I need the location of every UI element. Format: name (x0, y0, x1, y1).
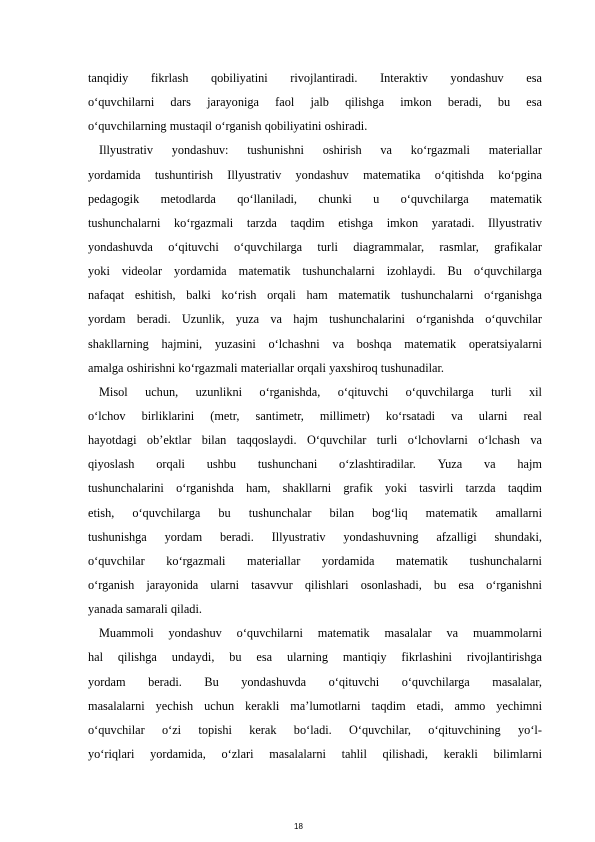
word: o‘quvchilarga (405, 384, 474, 399)
word: o‘rganish (88, 577, 135, 592)
word: matematika (363, 167, 421, 182)
word: samarali (126, 602, 168, 617)
word: taqqoslaydi. (236, 433, 297, 448)
word: o‘quvchilarni (236, 626, 303, 641)
word: tushunadilar. (380, 360, 444, 375)
word: orqali (267, 288, 296, 303)
word: o‘lchov (88, 408, 126, 423)
word: o‘qitishda (434, 167, 484, 182)
word: metodlarda (160, 191, 216, 206)
word: Interaktiv (380, 71, 428, 85)
word: o‘quvchilarni (88, 95, 155, 110)
word: oshirishni (126, 360, 176, 375)
word: hajmini, (161, 336, 203, 351)
word: tarzda (246, 215, 277, 230)
word: tanqidiy (88, 71, 129, 85)
word: O‘quvchilar (306, 433, 367, 448)
word: yondashuv (295, 167, 349, 182)
word: masalalarni (88, 698, 145, 713)
word: etishga (338, 215, 374, 230)
text-line (88, 163, 542, 187)
word: taqdim (290, 215, 325, 230)
word: imkon (386, 215, 419, 230)
word: afzalligi (436, 529, 477, 544)
text-line (88, 356, 542, 380)
word: yuza (235, 312, 260, 327)
word: ham (306, 288, 328, 303)
word: yondashuvda (88, 239, 153, 254)
word: rivojlantirishga (466, 650, 542, 665)
word: o‘qituvchi (337, 384, 389, 399)
word: matematik (338, 288, 391, 303)
word: izohlaydi. (386, 264, 436, 279)
word: ularning (286, 650, 328, 665)
word: santimetr, (255, 408, 304, 423)
word: tarzda (465, 481, 496, 496)
word: eshitish, (134, 288, 176, 303)
word: oshirish (322, 143, 362, 158)
word: masalalar (384, 626, 432, 641)
word: fikrlashini (401, 650, 452, 665)
word: qilishlari (304, 577, 349, 592)
word: matematik (425, 505, 478, 520)
word: ko‘rgazmali (166, 553, 226, 568)
word: bog‘liq (372, 505, 408, 520)
text-line (88, 90, 542, 114)
text-line (88, 573, 542, 597)
word: matematik (238, 264, 291, 279)
text-line (88, 380, 542, 404)
word: tushuntirish (154, 167, 213, 182)
word: Illyustrativ (99, 143, 153, 158)
text-line (88, 259, 542, 283)
word: o‘quvchilar (88, 722, 145, 737)
word: etadi, (416, 698, 444, 713)
word: jarayoniga (207, 95, 259, 110)
text-line (88, 307, 542, 331)
text-line (88, 283, 542, 307)
word: tushunishni (247, 143, 304, 158)
word: o‘rganishga (484, 288, 542, 303)
text-line (88, 621, 542, 645)
word: taqdim (507, 481, 542, 496)
word: qiladi. (170, 602, 202, 617)
word: grafik (343, 481, 373, 496)
text-line (88, 211, 542, 235)
word: Bu (447, 264, 462, 279)
word: bu (497, 95, 511, 110)
word: yondashuv: (171, 143, 229, 158)
word: tasvirli (419, 481, 454, 496)
word: masalalarni (269, 746, 326, 761)
text-line (88, 645, 542, 669)
word: tushunishga (88, 529, 147, 544)
word: uchun, (145, 384, 179, 399)
word: jalb (310, 95, 329, 110)
text-line (88, 670, 542, 694)
text-line (88, 452, 542, 476)
word: matematik (317, 626, 370, 641)
word: masalalar, (492, 674, 542, 689)
word: o‘zi (161, 722, 182, 737)
word: yordam (88, 674, 126, 689)
text-line (88, 597, 542, 621)
word: yondashuvning (343, 529, 419, 544)
word: o‘quvchilar (485, 312, 542, 327)
word: yo‘l- (518, 722, 542, 737)
word: (metr, (210, 408, 240, 423)
word: kerakli (443, 746, 478, 761)
word: tushunchalarni (469, 553, 542, 568)
word: va (530, 433, 542, 448)
word: ko‘pgina (498, 167, 542, 182)
word: esa (526, 71, 542, 85)
word: yo‘riqlari (88, 746, 135, 761)
document-body (88, 66, 542, 766)
word: ammo (454, 698, 486, 713)
word: operatsiyalarni (468, 336, 542, 351)
word: o‘qituvchi (168, 239, 219, 254)
word: yaratadi. (431, 215, 475, 230)
word: yordamida (174, 264, 227, 279)
word: Muammoli (99, 626, 154, 641)
word: amalga (88, 360, 124, 375)
word: o‘rganishda, (259, 384, 321, 399)
word: matematik (396, 553, 448, 568)
word: yordam (164, 529, 203, 544)
word: etish, (88, 505, 115, 520)
word: dars (170, 95, 191, 110)
word: topishi (198, 722, 232, 737)
word: o‘lchovlarni (407, 433, 468, 448)
word: shakllarni (282, 481, 332, 496)
word: esa (526, 95, 542, 110)
word: bilan (329, 505, 355, 520)
word: yoki (385, 481, 407, 496)
word: rivojlantiradi. (290, 71, 358, 85)
word: beradi. (136, 312, 171, 327)
text-line (88, 332, 542, 356)
word: turli (376, 433, 398, 448)
word: faol (275, 95, 295, 110)
word: yondashuv (168, 626, 222, 641)
word: turli (317, 239, 338, 254)
word: tushunchalarini (329, 312, 405, 327)
word: birliklarini (141, 408, 195, 423)
word: uchun (204, 698, 235, 713)
word: millimetr) (319, 408, 370, 423)
word: nafaqat (88, 288, 125, 303)
word: matematik (404, 336, 457, 351)
word: o‘quvchilar (88, 553, 145, 568)
word: o‘quvchilarning (88, 119, 167, 134)
word: yordam (88, 312, 126, 327)
word: qilishga (345, 95, 385, 110)
word: yuzasini (214, 336, 256, 351)
word: yoki (88, 264, 110, 279)
word: o‘zlari (221, 746, 254, 761)
word: ma’lumotlarni (290, 698, 361, 713)
word: rasmlar, (439, 239, 479, 254)
text-line (88, 476, 542, 500)
word: imkon (400, 95, 432, 110)
word: ko‘rsatadi (385, 408, 436, 423)
word: kerak (249, 722, 277, 737)
word: u (373, 191, 380, 206)
word: o‘zlashtiradilar. (339, 457, 416, 472)
word: oshiradi. (324, 119, 368, 134)
word: xil (528, 384, 542, 399)
word: O‘quvchilar, (349, 722, 411, 737)
word: balki (186, 288, 211, 303)
text-line (88, 404, 542, 428)
word: beradi, (447, 95, 482, 110)
word: bu (433, 577, 447, 592)
word: qo‘llaniladi, (237, 191, 297, 206)
word: o‘quvchilarga (473, 264, 542, 279)
word: jarayonida (146, 577, 199, 592)
word: hayotdagi (88, 433, 137, 448)
word: hal (88, 650, 104, 665)
word: grafikalar (494, 239, 542, 254)
word: o‘quvchilarga (400, 191, 469, 206)
word: va (446, 626, 459, 641)
word: osonlashadi, (360, 577, 422, 592)
word: qilishadi, (382, 746, 428, 761)
word: Misol (99, 384, 128, 399)
word: amallarni (495, 505, 542, 520)
word: taqdim (371, 698, 406, 713)
word: shundaki, (494, 529, 542, 544)
text-line (88, 549, 542, 573)
word: materiallar (247, 553, 301, 568)
word: Illyustrativ (271, 529, 326, 544)
word: beradi. (148, 674, 182, 689)
word: muammolarni (473, 626, 542, 641)
word: uzunlikni (195, 384, 243, 399)
word: yordamida (88, 167, 141, 182)
word: tushunchalarini (88, 481, 164, 496)
word: qilishga (117, 650, 157, 665)
word: o‘rganishni (486, 577, 542, 592)
text-line (88, 428, 542, 452)
word: va (380, 143, 393, 158)
text-line (88, 501, 542, 525)
word: va (332, 336, 345, 351)
word: tahlil (341, 746, 367, 761)
word: matematik (490, 191, 542, 206)
word: qobiliyatini (210, 71, 268, 85)
word: tushunchalarni (88, 215, 161, 230)
text-line (88, 694, 542, 718)
word: yordamida (321, 553, 375, 568)
word: o‘qituvchi (328, 674, 380, 689)
word: yechish (155, 698, 194, 713)
word: o‘rganish (215, 119, 262, 134)
word: kerakli (245, 698, 280, 713)
word: tushunchalar (248, 505, 312, 520)
word: ularni (478, 408, 508, 423)
word: bu (218, 505, 231, 520)
word: tushunchalarni (302, 264, 375, 279)
text-line (88, 235, 542, 259)
word: undaydi, (171, 650, 215, 665)
word: o‘quvchilarga (132, 505, 201, 520)
word: Bu (204, 674, 219, 689)
word: fikrlash (150, 71, 189, 85)
word: bilan (201, 433, 227, 448)
word: shakllarning (88, 336, 149, 351)
text-line (88, 742, 542, 766)
word: o‘lchashni (268, 336, 320, 351)
word: real (523, 408, 542, 423)
word: pedagogik (88, 191, 140, 206)
word: hajm (293, 312, 318, 327)
word: videolar (121, 264, 163, 279)
word: ushbu (206, 457, 237, 472)
word: yondashuv (450, 71, 504, 85)
word: o‘rganishda (176, 481, 234, 496)
word: ularni (210, 577, 240, 592)
word: va (484, 457, 496, 472)
word: tushunchalarni (400, 288, 474, 303)
word: orqali (297, 360, 326, 375)
word: diagrammalar, (353, 239, 425, 254)
word: o‘quvchilarga (401, 674, 470, 689)
word: va (270, 312, 282, 327)
word: materiallar (240, 360, 295, 375)
word: Illyustrativ (488, 215, 542, 230)
word: qiyoslash (88, 457, 135, 472)
word: mustaqil (169, 119, 213, 134)
word: ko‘rgazmali (410, 143, 470, 158)
word: bo‘ladi. (293, 722, 332, 737)
word: yaxshiroq (329, 360, 378, 375)
word: esa (256, 650, 273, 665)
word: tushunchani (257, 457, 318, 472)
word: bu (229, 650, 242, 665)
word: ko‘rish (221, 288, 257, 303)
word: qobiliyatini (264, 119, 322, 134)
word: Uzunlik, (181, 312, 225, 327)
word: yordamida, (150, 746, 206, 761)
word: materiallar (488, 143, 542, 158)
word: mantiqiy (342, 650, 387, 665)
word: boshqa (356, 336, 392, 351)
text-line (88, 138, 542, 162)
word: turli (491, 384, 512, 399)
word: ob’ektlar (146, 433, 192, 448)
text-line (88, 187, 542, 211)
word: ko‘rgazmali (174, 215, 234, 230)
text-line (88, 66, 542, 90)
word: chunki (318, 191, 352, 206)
page-number: 18 (294, 822, 303, 831)
word: yechimni (496, 698, 542, 713)
word: yanada (88, 602, 123, 617)
word: esa (458, 577, 475, 592)
word: bilimlarni (493, 746, 542, 761)
word: orqali (156, 457, 185, 472)
text-line (88, 114, 542, 138)
word: beradi. (219, 529, 254, 544)
text-line (88, 525, 542, 549)
word: o‘quvchilarga (234, 239, 303, 254)
word: Yuza (437, 457, 463, 472)
word: yondashuvda (241, 674, 307, 689)
word: hajm (517, 457, 542, 472)
word: tasavvur (251, 577, 293, 592)
word: Illyustrativ (227, 167, 282, 182)
word: o‘qituvchining (428, 722, 501, 737)
text-line (88, 718, 542, 742)
word: va (451, 408, 463, 423)
word: o‘lchash (478, 433, 520, 448)
word: ko‘rgazmali (178, 360, 238, 375)
word: o‘rganishda (416, 312, 475, 327)
word: ham, (246, 481, 271, 496)
